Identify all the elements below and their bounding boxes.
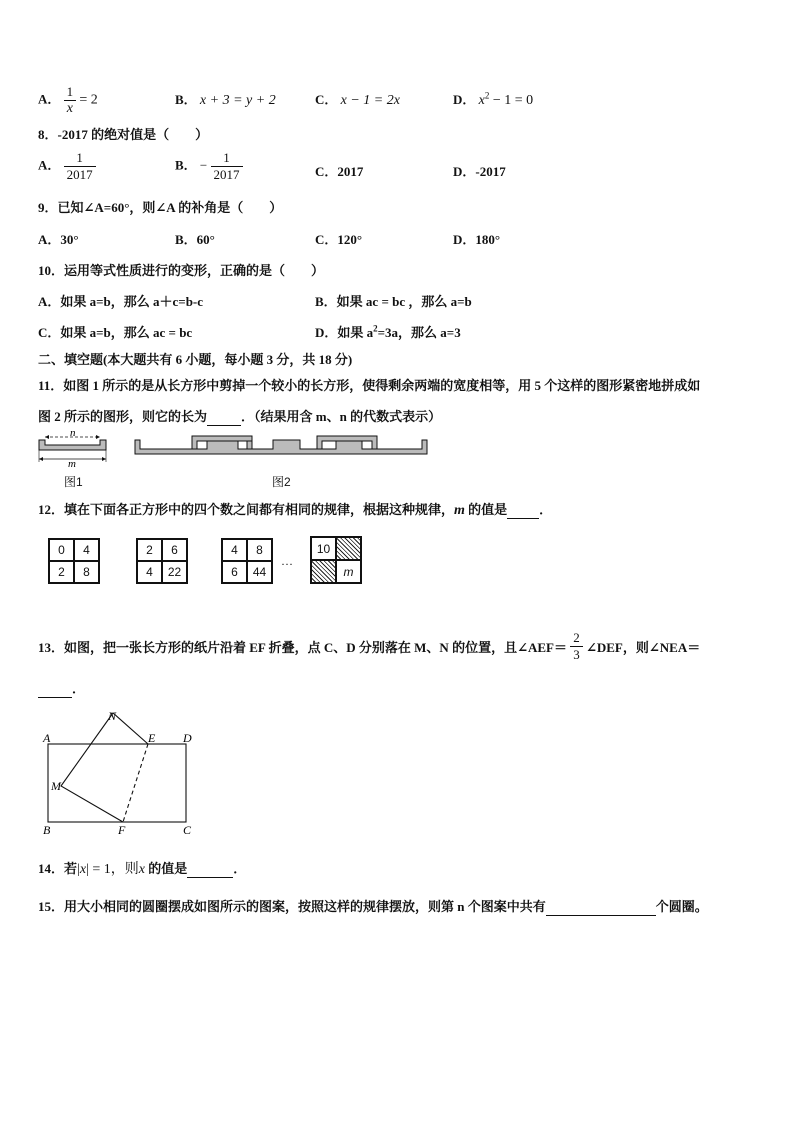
option-letter: A． (38, 91, 61, 107)
notched-rectangle (39, 440, 106, 450)
number-square-1 (48, 538, 100, 584)
arrowhead (45, 435, 49, 439)
q13-fold-diagram (38, 704, 208, 838)
square-cell-m: m (336, 560, 361, 583)
q8-stem: 8．-2017 的绝对值是（ ） (38, 127, 209, 142)
variable-x: x (79, 862, 87, 877)
equation-rest: − 1 = 0 (489, 93, 534, 108)
hatched-cell (336, 537, 361, 560)
abs-bar: | (77, 862, 80, 877)
q11-stem-line2 (38, 406, 441, 426)
q11-figure-2 (130, 432, 432, 460)
arrowhead (39, 457, 43, 461)
label-m: m (68, 458, 76, 468)
q11-figure-1 (34, 426, 114, 468)
square-cell: 0 (49, 539, 74, 561)
exponent: 2 (373, 323, 378, 334)
answer-blank[interactable] (507, 502, 539, 519)
fold-line-ef (123, 744, 148, 822)
fraction-numerator: 1 (211, 150, 243, 167)
q10-stem: 10．运用等式性质进行的变形，正确的是（ ） (38, 263, 325, 278)
q12-stem (38, 499, 552, 519)
q10-option-b: B．如果 ac = bc ，那么 a=b (315, 294, 472, 309)
stem-text: ∠DEF，则∠NEA＝ (585, 640, 701, 655)
stem-text: 13．如图，把一张长方形的纸片沿着 EF 折叠，点 C、D 分别落在 M、N 的位置，且∠AEF＝ (38, 640, 567, 655)
stem-text: 15．用大小相同的圆圈摆成如图所示的图案，按照这样的规律摆放，则第 n 个图案中共有 (38, 899, 546, 914)
folded-edges (61, 713, 148, 822)
stem-text: ． (72, 681, 86, 696)
q7-option-b (175, 89, 276, 109)
number-square-3 (221, 538, 273, 584)
q8-option-c: C．2017 (315, 164, 364, 179)
fraction (570, 630, 583, 663)
arrowhead (102, 457, 106, 461)
label-D: D (183, 731, 192, 745)
equation: x − 1 = 2x (340, 93, 400, 108)
abs-bar: | (86, 862, 89, 877)
answer-blank[interactable] (207, 409, 241, 426)
variable-x: x (138, 862, 145, 877)
q9-option-a: A．30° (38, 232, 79, 247)
option-letter: B． (175, 92, 197, 107)
label-E: E (148, 731, 156, 745)
label-N: N (108, 709, 117, 723)
square-cell: 2 (49, 561, 74, 583)
square-cell: 44 (247, 561, 272, 583)
stem-text: ． (539, 502, 553, 517)
stem-text: ． (233, 861, 247, 876)
variable-m: m (454, 503, 465, 518)
q10-option-c: C．如果 a=b，那么 ac = bc (38, 325, 193, 340)
option-letter: B． (175, 157, 197, 173)
exponent: 2 (484, 90, 490, 101)
answer-blank[interactable] (38, 681, 72, 698)
ellipsis: ··· (281, 557, 293, 571)
label-n: n (70, 427, 76, 439)
fraction-numerator: 1 (64, 84, 77, 101)
square-cell: 4 (137, 561, 162, 583)
square-cell: 4 (74, 539, 99, 561)
q9-option-b: B．60° (175, 232, 215, 247)
stem-text: 12．填在下面各正方形中的四个数之间都有相同的规律，根据这种规律， (38, 502, 455, 517)
fraction-denominator: 3 (573, 647, 580, 662)
option-letter: C． (315, 92, 338, 107)
fraction (64, 150, 96, 183)
square-cell: 10 (311, 537, 336, 560)
q14-stem (38, 858, 246, 878)
option-text: =3a，那么 a=3 (377, 325, 461, 340)
stem-text: 图 2 所示的图形，则它的长为 (38, 409, 208, 424)
equation-rest: = 2 (79, 92, 98, 108)
q8-option-b (175, 150, 243, 183)
label-C: C (183, 823, 192, 837)
q13-stem (38, 630, 700, 663)
fraction (211, 150, 243, 183)
label-B: B (43, 823, 51, 837)
square-cell: 8 (74, 561, 99, 583)
square-cell: 4 (222, 539, 247, 561)
q10-option-a: A．如果 a=b，那么 a＋c=b-c (38, 294, 204, 309)
square-cell: 6 (222, 561, 247, 583)
arrowhead (96, 435, 100, 439)
q13-answer-line (38, 678, 85, 698)
square-cell: 22 (162, 561, 187, 583)
fraction-denominator: 2017 (213, 167, 240, 182)
number-square-4 (310, 536, 362, 584)
q8-option-d: D．-2017 (453, 164, 506, 179)
equation-base: x (478, 93, 485, 108)
figure-2-caption: 图2 (272, 475, 291, 489)
answer-blank[interactable] (546, 899, 656, 916)
hatched-cell (311, 560, 336, 583)
rectangle-abcd (48, 744, 186, 822)
q9-option-d: D．180° (453, 232, 501, 247)
stem-text: 个圆圈。 (655, 899, 708, 914)
fraction-denominator: 2017 (66, 167, 93, 182)
option-letter: A． (38, 157, 61, 173)
tiled-shape-lower (135, 440, 427, 454)
label-M: M (51, 779, 61, 793)
square-cell: 6 (162, 539, 187, 561)
fraction-denominator: x (66, 101, 73, 116)
q7-option-a (38, 84, 98, 117)
answer-blank[interactable] (187, 861, 233, 878)
minus-sign: − (199, 157, 208, 173)
section-heading-fill-in: 二、填空题(本大题共有 6 小题，每小题 3 分，共 18 分) (38, 352, 353, 367)
option-text: D．如果 a (315, 325, 374, 340)
stem-text: 的值是 (464, 502, 508, 517)
fraction-numerator: 1 (64, 150, 96, 167)
figure-1-caption: 图1 (64, 475, 83, 489)
stem-text: 14．若 (38, 861, 78, 876)
square-cell: 2 (137, 539, 162, 561)
stem-text: 的值是 (144, 861, 188, 876)
stem-text: ．（结果用含 m、n 的代数式表示） (241, 409, 442, 424)
q10-option-d (315, 322, 461, 341)
number-square-2 (136, 538, 188, 584)
stem-text: = 1，则 (88, 862, 139, 877)
square-cell: 8 (247, 539, 272, 561)
q7-option-d (453, 89, 533, 109)
q7-option-c (315, 89, 400, 109)
label-A: A (43, 731, 51, 745)
fraction (64, 84, 77, 117)
q8-option-a (38, 150, 96, 183)
equation: x + 3 = y + 2 (199, 93, 276, 108)
tile-upper (247, 441, 252, 449)
q9-option-c: C．120° (315, 232, 363, 247)
fraction-numerator: 2 (570, 630, 583, 647)
label-F: F (118, 823, 126, 837)
q15-stem (38, 896, 708, 916)
q9-stem: 9．已知∠A=60°，则∠A 的补角是（ ） (38, 200, 283, 215)
option-letter: D． (453, 92, 476, 107)
q11-stem-line1: 11．如图 1 所示的是从长方形中剪掉一个较小的长方形，使得剩余两端的宽度相等，用 5 个这样的图形紧密地拼成如 (38, 378, 701, 393)
